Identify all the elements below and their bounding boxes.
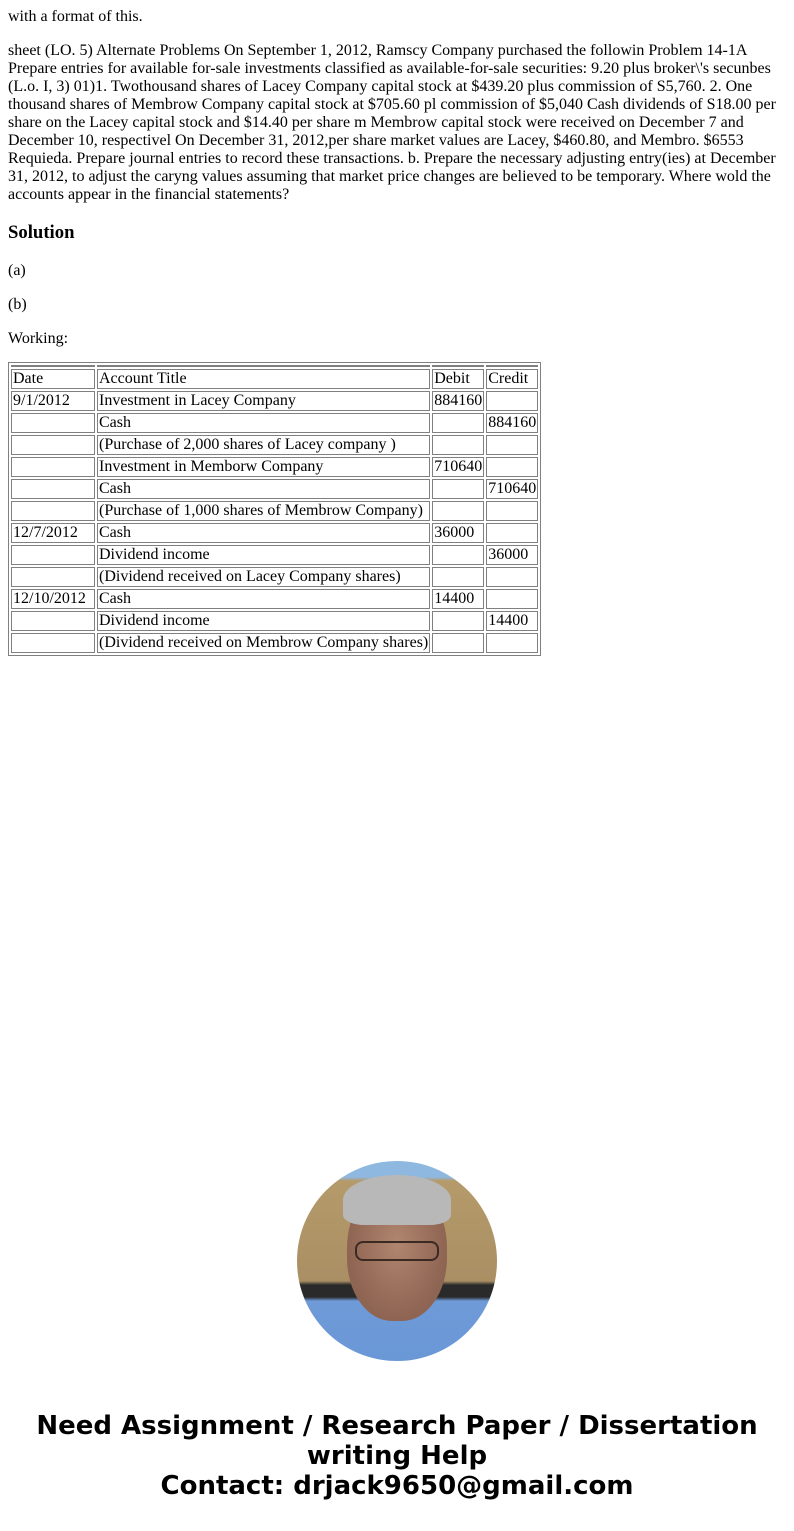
cell-date: 9/1/2012	[11, 391, 95, 411]
avatar-glasses	[355, 1241, 439, 1261]
cell-credit	[486, 589, 538, 609]
cell-debit	[432, 633, 484, 653]
contact-banner	[0, 1411, 794, 1501]
table-row	[11, 567, 538, 587]
table-row	[11, 611, 538, 631]
cell-account-title: Dividend income	[97, 611, 430, 631]
intro-text: with a format of this.	[8, 8, 143, 25]
cell-debit: 884160	[434, 392, 483, 409]
cell-credit	[486, 633, 538, 653]
table-spacer-row	[11, 365, 538, 367]
cell-account-title: Cash	[97, 523, 430, 543]
cell-date	[11, 413, 95, 433]
cell-credit: 884160	[488, 414, 537, 431]
cell-credit: 14400	[486, 611, 538, 631]
cell-account-title: Cash	[97, 589, 430, 609]
cell-debit	[432, 479, 484, 499]
table-header-row	[11, 369, 538, 389]
cell-date	[11, 457, 95, 477]
cell-debit: 710640	[434, 458, 483, 475]
solution-heading: Solution	[8, 222, 75, 243]
cell-debit	[432, 611, 484, 631]
table-row	[11, 545, 538, 565]
cell-account-title: (Purchase of 1,000 shares of Membrow Company)	[97, 501, 430, 521]
journal-entries-table	[8, 362, 541, 656]
banner-line-3: Contact: drjack9650@gmail.com	[160, 1471, 634, 1501]
cell-date	[11, 435, 95, 455]
table-row	[11, 435, 538, 455]
cell-credit	[486, 457, 538, 477]
cell-date	[11, 633, 95, 653]
cell-debit	[432, 413, 484, 433]
cell-date	[11, 567, 95, 587]
cell-date: 12/10/2012	[11, 589, 95, 609]
cell-account-title: Dividend income	[97, 545, 430, 565]
cell-date	[11, 479, 95, 499]
author-avatar-photo	[297, 1161, 497, 1361]
cell-credit	[486, 435, 538, 455]
cell-account-title: (Dividend received on Membrow Company shares)	[99, 634, 429, 651]
cell-debit	[432, 545, 484, 565]
header-debit: Debit	[432, 369, 484, 389]
cell-debit: 14400	[432, 589, 484, 609]
cell-date: 12/7/2012	[11, 523, 95, 543]
header-credit: Credit	[486, 369, 538, 389]
cell-debit	[432, 435, 484, 455]
cell-credit	[486, 523, 538, 543]
header-account-title: Account Title	[97, 369, 430, 389]
avatar-hair	[343, 1175, 451, 1225]
cell-date	[11, 611, 95, 631]
cell-account-title: Cash	[97, 479, 430, 499]
cell-credit: 710640	[488, 480, 537, 497]
cell-account-title: (Purchase of 2,000 shares of Lacey company )	[97, 435, 430, 455]
table-row	[11, 457, 538, 477]
cell-credit	[486, 501, 538, 521]
working-label: Working:	[8, 330, 69, 347]
cell-credit	[486, 567, 538, 587]
table-row	[11, 589, 538, 609]
page-content	[0, 8, 794, 656]
banner-line-2: writing Help	[306, 1441, 488, 1471]
table-row	[11, 501, 538, 521]
table-row	[11, 413, 538, 433]
cell-account-title: Investment in Lacey Company	[97, 391, 430, 411]
cell-date	[11, 545, 95, 565]
cell-credit: 36000	[486, 545, 538, 565]
cell-account-title: (Dividend received on Lacey Company shares)	[97, 567, 430, 587]
banner-line-1: Need Assignment / Research Paper / Dissertation	[36, 1411, 758, 1441]
cell-credit	[486, 391, 538, 411]
question-text: sheet (LO. 5) Alternate Problems On September 1, 2012, Ramscy Company purchased the followin Problem 14-1A Prepare entries for available for-sale investments classified as available-for-sale securities: 9.20 plus broker\'s secunbes (L.o. I, 3) 01)1. Twothousand shares of Lacey Company capital stock at $439.20 plus commission of S5,760. 2. One thousand shares of Membrow Company capital stock at $705.60 pl commission of $5,040 Cash dividends of S18.00 per share on the Lacey capital stock and $14.40 per share m Membrow capital stock were received on December 7 and December 10, respectivel On December 31, 2012,per share market values are Lacey, $460.80, and Membro. $6553 Requieda. Prepare journal entries to record these transactions. b. Prepare the necessary adjusting entry(ies) at December 31, 2012, to adjust the caryng values assuming that market price changes are believed to be temporary. Where wold the accounts appear in the financial statements?	[8, 42, 776, 203]
part-b-label: (b)	[8, 296, 27, 313]
header-date: Date	[11, 369, 95, 389]
cell-account-title: Cash	[97, 413, 430, 433]
cell-debit	[432, 501, 484, 521]
cell-date	[11, 501, 95, 521]
table-row	[11, 391, 538, 411]
cell-account-title: Investment in Memborw Company	[97, 457, 430, 477]
part-a-label: (a)	[8, 262, 26, 279]
cell-debit	[432, 567, 484, 587]
table-row	[11, 633, 538, 653]
cell-debit: 36000	[432, 523, 484, 543]
table-row	[11, 479, 538, 499]
table-row	[11, 523, 538, 543]
